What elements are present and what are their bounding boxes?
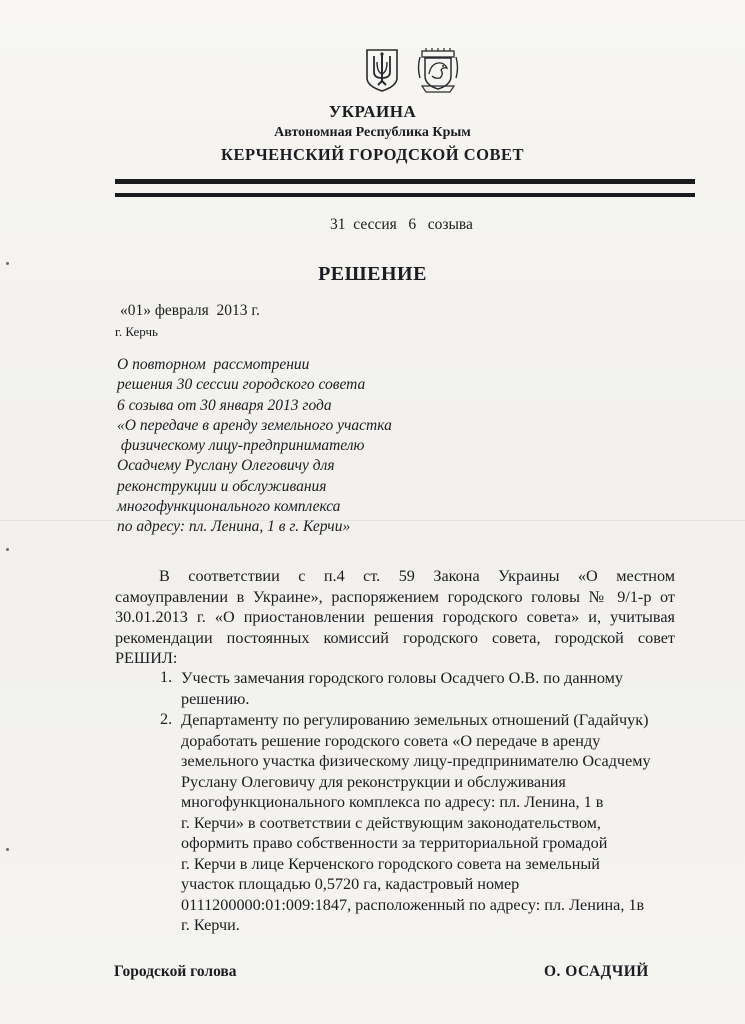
list-item-line: участок площадью 0,5720 га, кадастровый номер	[181, 875, 520, 893]
list-item-line: г. Керчи в лице Керченского городского совета на земельный	[181, 854, 600, 873]
list-item-line: г. Керчи» в соответствии с действующим законодательством,	[181, 813, 601, 832]
crimea-coat-of-arms-icon	[416, 48, 460, 94]
subject-line: многофункционального комплекса	[117, 498, 341, 516]
subject-line: «О передаче в аренду земельного участка	[117, 416, 392, 434]
list-item-number: 2.	[160, 710, 173, 728]
preamble-line: рекомендации постоянных комиссий городского совета, городской совет	[115, 628, 675, 647]
list-item-line: земельного участка физическому лицу-предпринимателю Осадчему	[181, 752, 651, 770]
document-date: «01» февраля 2013 г.	[120, 302, 260, 319]
list-item-line: Департаменту по регулированию земельных отношений (Гадайчук)	[181, 711, 649, 729]
session-line: 31 сессия 6 созыва	[330, 216, 473, 233]
header-emblems	[0, 48, 745, 96]
subject-line: О повторном рассмотрении	[117, 356, 310, 373]
council-name: КЕРЧЕНСКИЙ ГОРОДСКОЙ СОВЕТ	[221, 145, 524, 164]
list-item	[181, 710, 651, 936]
subject-line: физическому лицу-предпринимателю	[117, 437, 365, 455]
scan-mark	[6, 848, 9, 851]
subject-line: 6 созыва от 30 января 2013 года	[117, 396, 332, 414]
subject-line: по адресу: пл. Ленина, 1 в г. Керчи»	[117, 518, 351, 536]
list-item-line: решению.	[181, 689, 250, 708]
header-rule-bottom	[115, 193, 695, 197]
subject-line: реконструкции и обслуживания	[117, 477, 327, 495]
list-item-line: доработать решение городского совета «О передаче в аренду	[181, 731, 601, 750]
signatory-name: О. ОСАДЧИЙ	[544, 963, 649, 980]
scan-mark	[6, 548, 9, 551]
list-item-line: 0111200000:01:009:1847, расположенный по адресу: пл. Ленина, 1в	[181, 895, 645, 914]
region-name: Автономная Республика Крым	[274, 125, 471, 140]
list-item-line: оформить право собственности за территориальной громадой	[181, 834, 608, 852]
list-item-line: Учесть замечания городского головы Осадчего О.В. по данному	[181, 669, 623, 687]
preamble-line: РЕШИЛ:	[115, 649, 178, 667]
ukraine-coat-of-arms-icon	[365, 48, 399, 92]
document-city: г. Керчь	[115, 324, 158, 339]
list-item	[181, 668, 623, 709]
header-rule-top	[115, 179, 695, 184]
subject-line: решения 30 сессии городского совета	[117, 376, 366, 394]
preamble	[115, 566, 675, 669]
country-name: УКРАИНА	[328, 102, 417, 121]
list-item-line: г. Керчи.	[181, 916, 240, 934]
list-item-number: 1.	[160, 668, 173, 686]
preamble-line: В соответствии с п.4 ст. 59 Закона Украины «О местном	[159, 567, 675, 585]
list-item-line: Руслану Олеговичу для реконструкции и обслуживания	[181, 772, 566, 791]
subject-block	[117, 355, 457, 538]
signatory-position: Городской голова	[114, 963, 237, 980]
subject-line: Осадчему Руслану Олеговичу для	[117, 457, 335, 475]
preamble-line: самоуправлении в Украине», распоряжением городского головы № 9/1-р от	[115, 587, 675, 606]
document-title: РЕШЕНИЕ	[318, 263, 427, 285]
list-item-line: многофункционального комплекса по адресу: пл. Ленина, 1 в	[181, 793, 604, 811]
preamble-line: 30.01.2013 г. «О приостановлении решения городского совета» и, учитывая	[115, 608, 675, 626]
